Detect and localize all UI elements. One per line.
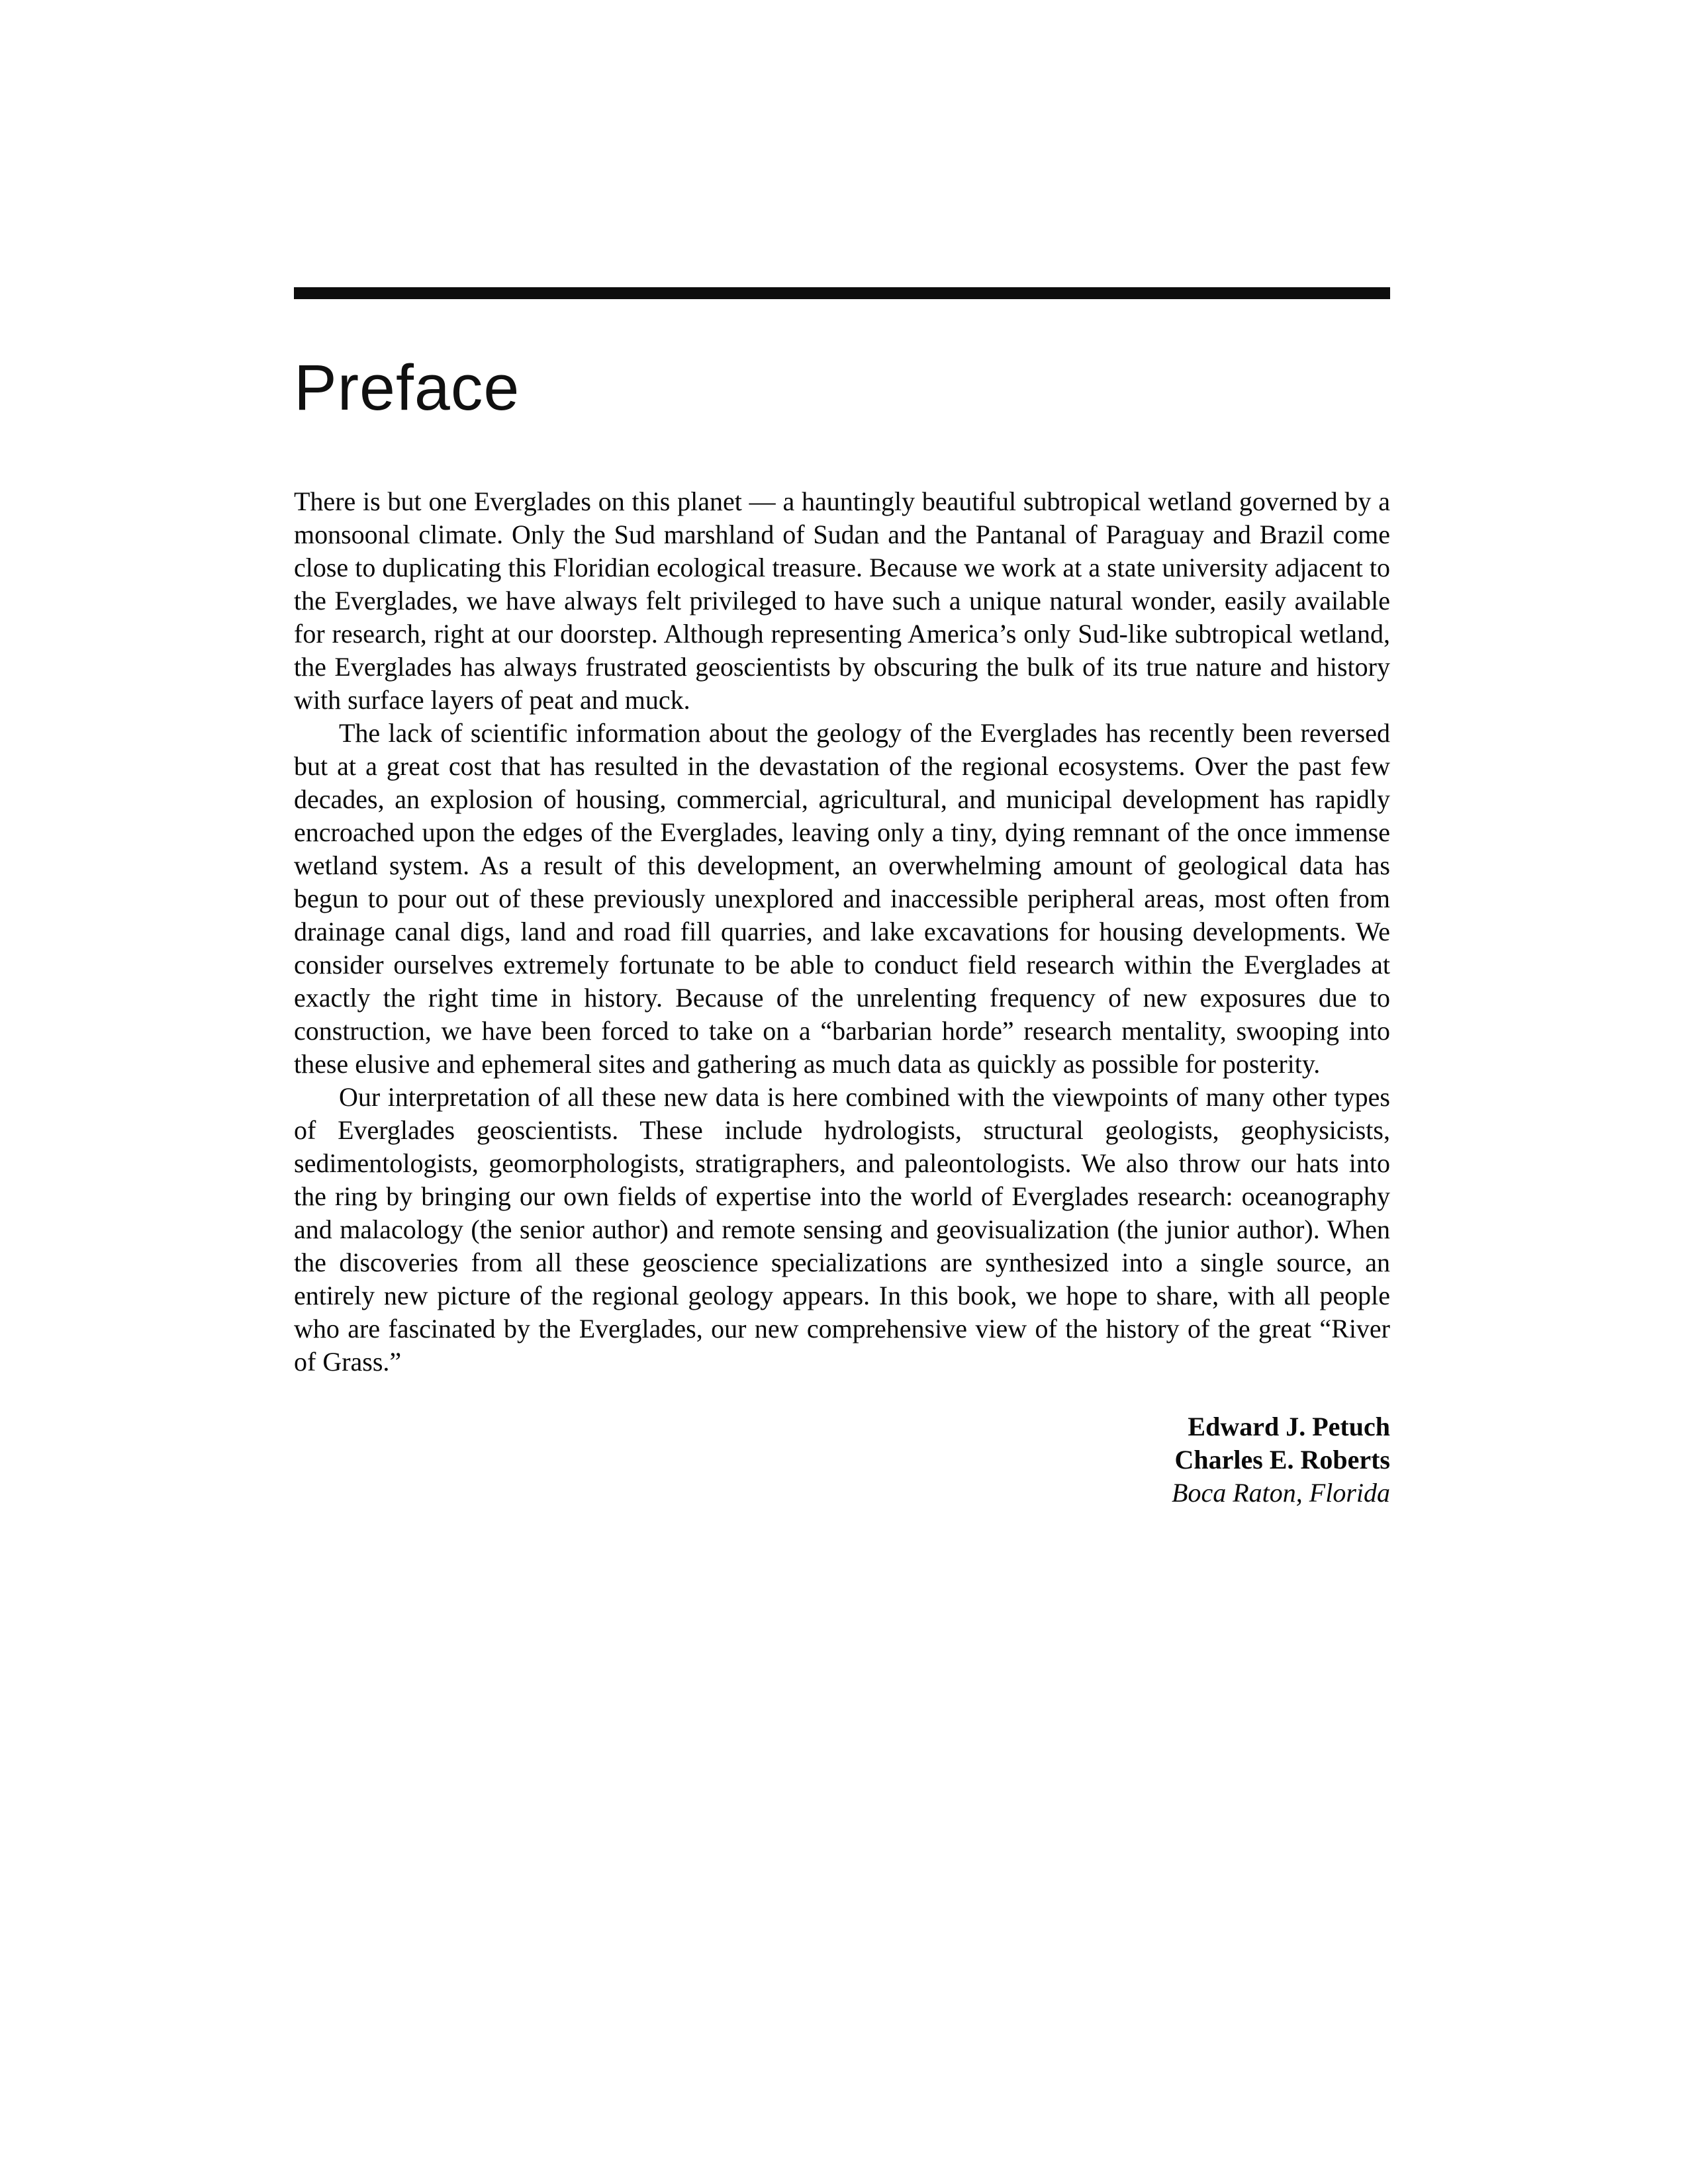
author-name-2: Charles E. Roberts bbox=[1174, 1444, 1390, 1475]
paragraph-2: The lack of scientific information about the geology of the Everglades has recently been reversed but at a great cost that has resulted in the devastation of the regional ecosystems. Over the past few decades, an explosion of housing, commercial, agricultural, and municipal development has rapidly encroached upon the edges of the Everglades, leaving only a tiny, dying remnant of the once immense wetland system. As a result of this development, an overwhelming amount of geological data has begun to pour out of these previously unexplored and inaccessible peripheral areas, most often from drainage canal digs, land and road fill quarries, and lake excavations for housing developments. We consider ourselves extremely fortunate to be able to conduct field research within the Everglades at exactly the right time in history. Because of the unrelenting frequency of new exposures due to construction, we have been forced to take on a “barbarian horde” research mentality, swooping into these elusive and ephemeral sites and gathering as much data as quickly as possible for posterity. bbox=[294, 717, 1390, 1079]
paragraph-1: There is but one Everglades on this planet — a hauntingly beautiful subtropical wetland governed by a monsoonal climate. Only the Sud marshland of Sudan and the Pantanal of Paraguay and Brazil come close to duplicating this Floridian ecological treasure. Because we work at a state university adjacent to the Everglades, we have always felt privileged to have such a unique natural wonder, easily available for research, right at our doorstep. Although representing America’s only Sud-like subtropical wetland, the Everglades has always frustrated geoscientists by obscuring the bulk of its true nature and history with surface layers of peat and muck. bbox=[294, 486, 1390, 715]
page-title: Preface bbox=[294, 351, 520, 424]
content-area bbox=[294, 287, 1390, 1510]
preface-body bbox=[294, 485, 1390, 1379]
chapter-head-rule bbox=[294, 287, 1390, 299]
author-name-1: Edward J. Petuch bbox=[1188, 1411, 1390, 1441]
signature-block bbox=[294, 1410, 1390, 1510]
signature-location: Boca Raton, Florida bbox=[1172, 1477, 1390, 1508]
paragraph-3: Our interpretation of all these new data is here combined with the viewpoints of many other types of Everglades geoscientists. These include hydrologists, structural geologists, geophysicists, sedimentologists, geomorphologists, stratigraphers, and paleontologists. We also throw our hats into the ring by bringing our own fields of expertise into the world of Everglades research: oceanography and malacology (the senior author) and remote sensing and geovisualization (the junior author). When the discoveries from all these geoscience specializations are synthesized into a single source, an entirely new picture of the regional geology appears. In this book, we hope to share, with all people who are fascinated by the Everglades, our new comprehensive view of the history of the great “River of Grass.” bbox=[294, 1081, 1390, 1377]
